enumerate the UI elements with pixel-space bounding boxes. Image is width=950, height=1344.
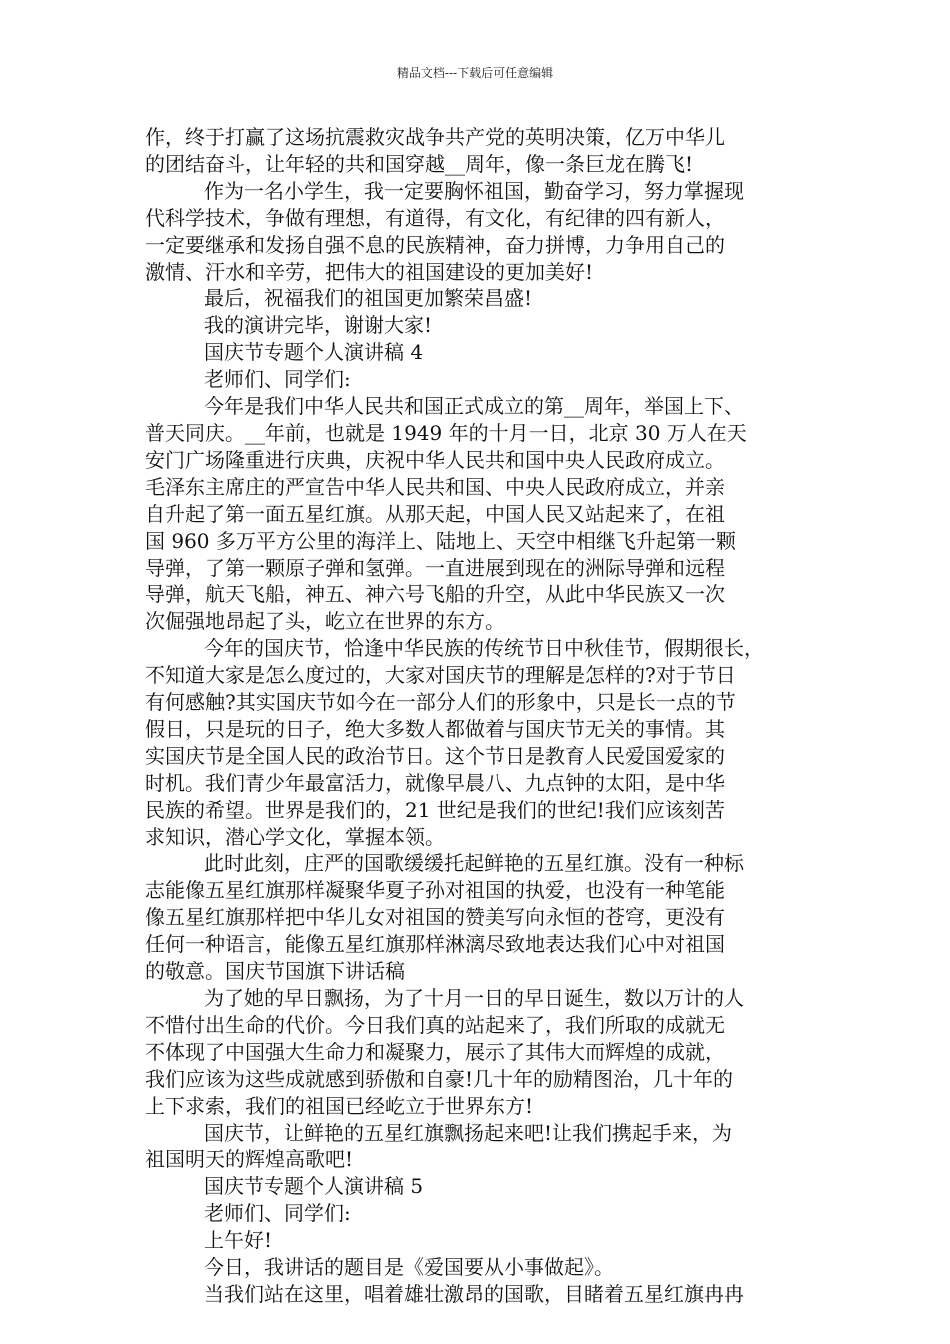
text-line: 作，终于打赢了这场抗震救灾战争共产党的英明决策，亿万中华儿	[145, 125, 725, 149]
text-line: 国 960 多万平方公里的海洋上、陆地上、天空中相继飞升起第一颗	[145, 528, 736, 553]
text-line: 导弹，了第一颗原子弹和氢弹。一直进展到现在的洲际导弹和远程	[145, 555, 725, 580]
text-line: 我们应该为这些成就感到骄傲和自豪!几十年的励精图治，几十年的	[145, 1066, 734, 1091]
text-line: 求知识，潜心学文化，掌握本领。	[145, 824, 445, 849]
text-line: 不体现了中国强大生命力和凝聚力，展示了其伟大而辉煌的成就，	[145, 1039, 725, 1064]
text-line: 志能像五星红旗那样凝聚华夏子孙对祖国的执爱，也没有一种笔能	[145, 878, 725, 903]
text-line: 今年是我们中华人民共和国正式成立的第__周年，举国上下、	[204, 394, 744, 419]
text-line: 激情、汗水和辛劳，把伟大的祖国建设的更加美好!	[145, 259, 594, 284]
text-line: 我的演讲完毕，谢谢大家!	[204, 313, 433, 338]
text-line: 不知道大家是怎么度过的，大家对国庆节的理解是怎样的?对于节日	[145, 663, 736, 688]
text-line: 国庆节专题个人演讲稿 5	[204, 1174, 424, 1199]
text-line: 实国庆节是全国人民的政治节日。这个节日是教育人民爱国爱家的	[145, 743, 725, 768]
text-line: 任何一种语言，能像五星红旗那样淋漓尽致地表达我们心中对祖国	[145, 932, 725, 957]
text-line: 为了她的早日飘扬，为了十月一日的早日诞生，数以万计的人	[204, 986, 744, 1010]
text-line: 假日，只是玩的日子，绝大多数人都做着与国庆节无关的事情。其	[145, 716, 725, 741]
text-line: 一定要继承和发扬自强不息的民族精神，奋力拼博，力争用自己的	[145, 232, 725, 257]
text-line: 毛泽东主席庄的严宣告中华人民共和国、中央人民政府成立，并亲	[145, 474, 725, 499]
text-line: 国庆节专题个人演讲稿 4	[204, 340, 424, 365]
text-line: 当我们站在这里，唱着雄壮激昂的国歌，目睹着五星红旗冉冉	[204, 1281, 744, 1306]
text-line: 上下求索，我们的祖国已经屹立于世界东方!	[145, 1093, 534, 1118]
text-line: 不惜付出生命的代价。今日我们真的站起来了，我们所取的成就无	[145, 1012, 725, 1037]
text-line: 上午好!	[204, 1228, 273, 1253]
text-line: 的敬意。国庆节国旗下讲话稿	[145, 959, 405, 984]
text-line: 普天同庆。__年前，也就是 1949 年的十月一日，北京 30 万人在天	[145, 420, 747, 445]
text-line: 老师们、同学们:	[204, 1201, 351, 1226]
page-header: 精品文档---下载后可任意编辑	[396, 66, 554, 80]
text-line: 代科学技术，争做有理想，有道得，有文化，有纪律的四有新人，	[145, 205, 725, 230]
text-line: 时机。我们青少年最富活力，就像早晨八、九点钟的太阳，是中华	[145, 770, 725, 795]
text-line: 有何感触?其实国庆节如今在一部分人们的形象中，只是长一点的节	[145, 690, 736, 715]
text-line: 次倔强地昂起了头，屹立在世界的东方。	[145, 609, 505, 634]
text-line: 最后，祝福我们的祖国更加繁荣昌盛!	[204, 286, 533, 311]
text-line: 自升起了第一面五星红旗。从那天起，中国人民又站起来了，在祖	[145, 501, 725, 526]
text-line: 祖国明天的辉煌高歌吧!	[145, 1147, 354, 1172]
text-line: 安门广场隆重进行庆典，庆祝中华人民共和国中央人民政府成立。	[145, 447, 725, 472]
text-line: 老师们、同学们:	[204, 367, 351, 392]
text-line: 像五星红旗那样把中华儿女对祖国的赞美写向永恒的苍穹，更没有	[145, 905, 725, 930]
text-line: 民族的希望。世界是我们的，21 世纪是我们的世纪!我们应该刻苦	[145, 797, 725, 822]
document-body	[145, 124, 805, 1308]
text-line: 的团结奋斗，让年轻的共和国穿越__周年，像一条巨龙在腾飞!	[145, 151, 694, 176]
text-line: 此时此刻，庄严的国歌缓缓托起鲜艳的五星红旗。没有一种标	[204, 851, 744, 876]
text-line: 作为一名小学生，我一定要胸怀祖国，勤奋学习，努力掌握现	[204, 178, 744, 203]
text-line: 国庆节，让鲜艳的五星红旗飘扬起来吧!让我们携起手来，为	[204, 1120, 733, 1145]
text-line: 今年的国庆节，恰逢中华民族的传统节日中秋佳节，假期很长，	[204, 636, 764, 661]
text-line: 导弹，航天飞船，神五、神六号飞船的升空，从此中华民族又一次	[145, 582, 725, 607]
text-line: 今日，我讲话的题目是《爱国要从小事做起》。	[204, 1255, 614, 1280]
